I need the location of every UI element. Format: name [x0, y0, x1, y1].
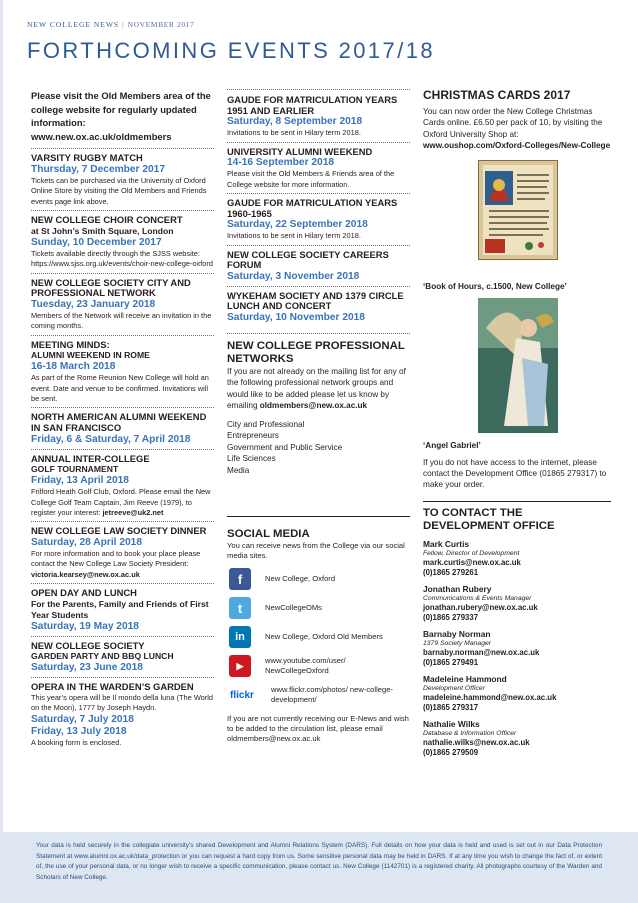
event-date: 16-18 March 2018 — [31, 361, 116, 373]
event-item — [227, 143, 410, 194]
event-date: Saturday, 23 June 2018 — [31, 662, 143, 674]
network-item: Media — [227, 465, 250, 475]
christmas-title: CHRISTMAS CARDS 2017 — [423, 88, 571, 102]
network-item: Entrepreneurs — [227, 431, 279, 441]
event-description: Members of the Network will receive an invitation in the coming months. — [31, 310, 212, 331]
social-item[interactable] — [227, 626, 410, 648]
event-date: Tuesday, 23 January 2018 — [31, 298, 156, 310]
social-body: You can receive news from the College via our social media sites. — [227, 541, 405, 561]
event-description: Invitations to be sent in Hilary term 2018. — [227, 231, 361, 241]
social-link-label[interactable]: NewCollegeOMs — [265, 603, 322, 613]
book-image-caption: ‘Book of Hours, c.1500, New College’ — [423, 281, 567, 291]
event-description: Frilford Heath Golf Club, Oxford. Please email the New College Golf Team Captain, Jim Reeve (1979), to register your interest: jetreeve@uk2.net — [31, 487, 211, 517]
network-item: Government and Public Service — [227, 442, 343, 452]
intro-text: Please visit the Old Members area of the college website for regularly updated information: www.new.ox.ac.uk/oldmembers — [31, 90, 211, 142]
professional-networks-section — [227, 340, 410, 476]
data-protection-footer: Your data is held securely in the collegiate university’s shared Development and Alumni Relations System (DARS). Full details on how your data is held and used is set out in our Data Protection Statement at www.alumni.ox.ac.uk/data_protection or you can request a hard copy from us. Some sensitive personal data may be held in DARS. If at any time you wish to change the fact of, or extent of, the use of your personal data, or no longer wish to receive a specific communication, please contact us. New College (1142701) is a registered charity. All photographs courtesy of the Warden and Scholars of New College. — [0, 832, 638, 903]
event-date: Saturday, 8 September 2018 — [227, 116, 363, 128]
event-description: Please visit the Old Members & Friends area of the College website for more information. — [227, 169, 395, 189]
contact-name: Madeleine Hammond — [423, 673, 507, 684]
info-column-right — [423, 89, 611, 758]
newsletter-header — [27, 20, 194, 29]
contact-phone: (0)1865 279337 — [423, 613, 479, 623]
contact-name: Nathalie Wilks — [423, 718, 480, 729]
contact-phone: (0)1865 279509 — [423, 748, 479, 758]
contact-person — [423, 674, 611, 713]
event-subtitle: at St John’s Smith Square, London — [31, 225, 174, 236]
events-column-middle — [227, 89, 410, 744]
event-title: GAUDE FOR MATRICULATION YEARS 1960-1965 — [227, 197, 398, 219]
event-title: NEW COLLEGE SOCIETY CAREERS FORUM — [227, 248, 389, 271]
event-title: NEW COLLEGE SOCIETY CITY AND PROFESSIONAL NETWORK — [31, 276, 191, 299]
social-media-section — [227, 528, 410, 744]
contact-person — [423, 629, 611, 668]
event-item — [31, 211, 214, 273]
event-date: Saturday, 10 November 2018 — [227, 311, 365, 323]
event-description: This year’s opera will be Il mondo della luna (The World on the Moon), 1777 by Joseph Haydn. — [31, 693, 213, 713]
social-title: SOCIAL MEDIA — [227, 528, 310, 541]
event-subtitle: ALUMNI WEEKEND IN ROME — [31, 350, 150, 361]
event-title: NEW COLLEGE CHOIR CONCERT — [31, 214, 183, 226]
contact-name: Jonathan Rubery — [423, 583, 492, 594]
event-date: Saturday, 19 May 2018 — [31, 620, 139, 632]
social-link-label[interactable]: www.flickr.com/photos/ new-college-development/ — [271, 685, 393, 705]
events-column-left — [31, 89, 214, 751]
christmas-note: If you do not have access to the internet, please contact the Development Office (01865 279317) to make your order. — [423, 457, 607, 490]
contact-email[interactable]: nathalie.wilks@new.ox.ac.uk — [423, 738, 530, 748]
divider — [227, 89, 410, 90]
event-date: Sunday, 10 December 2017 — [31, 236, 162, 248]
event-date: Saturday, 3 November 2018 — [227, 270, 360, 282]
contact-role: Communications & Events Manager — [423, 595, 532, 603]
contact-role: Database & Information Officer — [423, 730, 517, 738]
social-link-label[interactable]: New College, Oxford Old Members — [265, 632, 383, 642]
page-title: FORTHCOMING EVENTS 2017/18 — [27, 38, 435, 63]
social-link-label[interactable]: www.youtube.com/user/ NewCollegeOxford — [265, 656, 346, 676]
event-title: ANNUAL INTER-COLLEGE — [31, 452, 150, 464]
event-title: NEW COLLEGE SOCIETY — [31, 639, 145, 651]
event-subtitle: GARDEN PARTY AND BBQ LUNCH — [31, 651, 174, 662]
divider — [423, 501, 611, 502]
divider — [227, 516, 410, 517]
event-item — [31, 522, 214, 584]
social-footer-note: If you are not currently receiving our E-News and wish to be added to the circulation list, please email oldmembers@new.ox.ac.uk — [227, 714, 409, 744]
facebook-icon[interactable]: f — [229, 568, 251, 590]
event-item — [31, 678, 214, 751]
contact-email[interactable]: barnaby.norman@new.ox.ac.uk — [423, 648, 540, 658]
youtube-icon[interactable]: ▶ — [229, 655, 251, 677]
event-date: Saturday, 22 September 2018 — [227, 219, 368, 231]
event-title: UNIVERSITY ALUMNI WEEKEND — [227, 145, 373, 157]
contact-email[interactable]: mark.curtis@new.ox.ac.uk — [423, 558, 521, 568]
page-edge-band — [0, 0, 3, 903]
event-subtitle: For the Parents, Family and Friends of First Year Students — [31, 598, 209, 620]
event-item — [31, 408, 214, 449]
header-separator: | — [122, 20, 125, 29]
event-item — [227, 91, 410, 143]
event-description: As part of the Rome Reunion New College will hold an event. Date and venue to be confirmed. Invitations will be sent. — [31, 373, 209, 403]
event-item — [227, 287, 410, 327]
contact-email[interactable]: jonathan.rubery@new.ox.ac.uk — [423, 603, 538, 613]
contact-person — [423, 539, 611, 578]
event-date: 14-16 September 2018 — [227, 157, 335, 169]
networks-email[interactable]: oldmembers@new.ox.ac.uk — [259, 401, 368, 411]
contact-section — [423, 507, 611, 758]
contact-title: TO CONTACT THE DEVELOPMENT OFFICE — [423, 506, 555, 532]
event-note: A booking form is enclosed. — [31, 737, 122, 747]
contact-role: 1379 Society Manager — [423, 640, 492, 648]
event-title: MEETING MINDS: — [31, 338, 110, 350]
event-title: NEW COLLEGE LAW SOCIETY DINNER — [31, 525, 207, 537]
event-date: Friday, 13 April 2018 — [31, 475, 129, 487]
event-item — [31, 336, 214, 409]
event-contact-email[interactable]: jetreeve@uk2.net — [102, 508, 164, 517]
event-title: OPERA IN THE WARDEN’S GARDEN — [31, 681, 194, 693]
angel-gabriel-image — [478, 298, 558, 433]
networks-body: If you are not already on the mailing list for any of the following professional network groups and would like to be added please let us know by emailing oldmembers@new.ox.ac.uk — [227, 366, 406, 411]
social-item[interactable] — [227, 684, 410, 706]
christmas-body: You can now order the New College Christmas Cards online. £6.50 per pack of 10, by visiting the Oxford University Shop at: www.oushop.com/Oxford-Colleges/New-College — [423, 107, 611, 151]
event-title: GAUDE FOR MATRICULATION YEARS 1951 AND EARLIER — [227, 94, 398, 116]
contact-phone: (0)1865 279261 — [423, 568, 479, 578]
contact-phone: (0)1865 279491 — [423, 658, 479, 668]
event-item — [31, 450, 214, 523]
event-date: Saturday, 28 April 2018 — [31, 537, 142, 548]
event-contact-email[interactable]: victoria.kearsey@new.ox.ac.uk — [31, 569, 140, 579]
event-item — [31, 584, 214, 637]
social-item[interactable] — [227, 568, 410, 590]
event-item — [31, 274, 214, 336]
event-subtitle: GOLF TOURNAMENT — [31, 464, 119, 475]
twitter-icon[interactable]: t — [229, 597, 251, 619]
contact-name: Barnaby Norman — [423, 628, 491, 639]
publication-name: NEW COLLEGE NEWS — [27, 20, 120, 29]
linkedin-icon[interactable]: in — [229, 626, 251, 648]
event-date: Saturday, 7 July 2018 — [31, 713, 134, 725]
contact-name: Mark Curtis — [423, 538, 470, 549]
networks-title: NEW COLLEGE PROFESSIONAL NETWORKS — [227, 339, 405, 365]
event-item — [227, 246, 410, 287]
christmas-shop-link[interactable]: www.oushop.com/Oxford-Colleges/New-College — [423, 141, 611, 151]
contact-phone: (0)1865 279317 — [423, 703, 479, 713]
social-item[interactable] — [227, 655, 410, 677]
event-title: VARSITY RUGBY MATCH — [31, 152, 143, 164]
contact-role: Fellow, Director of Development — [423, 550, 520, 558]
event-description: Tickets available directly through the SJSS website: https://www.sjss.org.uk/events/choir-new-college-oxford — [31, 248, 213, 269]
event-description: Invitations to be sent in Hilary term 2018. — [227, 128, 361, 138]
event-description: Tickets can be purchased via the University of Oxford Online Store by visiting the Old Members and Friends events page link above. — [31, 175, 207, 206]
networks-list — [227, 419, 410, 477]
network-item: Life Sciences — [227, 454, 276, 464]
book-of-hours-image — [478, 160, 558, 260]
event-title: WYKEHAM SOCIETY AND 1379 CIRCLE LUNCH AND CONCERT — [227, 289, 404, 312]
divider — [227, 333, 410, 334]
event-date: Friday, 6 & Saturday, 7 April 2018 — [31, 433, 191, 445]
contact-email[interactable]: madeleine.hammond@new.ox.ac.uk — [423, 693, 557, 703]
contact-person — [423, 584, 611, 623]
event-item — [31, 149, 214, 211]
event-title: NORTH AMERICAN ALUMNI WEEKEND IN SAN FRANCISCO — [31, 411, 207, 433]
flickr-icon[interactable]: flickr — [230, 689, 254, 701]
contact-role: Development Officer — [423, 685, 485, 693]
network-item: City and Professional — [227, 419, 305, 429]
event-date: Thursday, 7 December 2017 — [31, 163, 166, 175]
social-link-label[interactable]: New College, Oxford — [265, 574, 336, 584]
event-item — [227, 194, 410, 246]
event-description: For more information and to book your place please contact the New College Law Society President: victoria.kearsey@new.ox.ac.uk — [31, 549, 201, 579]
social-item[interactable] — [227, 597, 410, 619]
event-item — [31, 637, 214, 679]
event-date: Friday, 13 July 2018 — [31, 725, 127, 737]
event-title: OPEN DAY AND LUNCH — [31, 587, 137, 599]
angel-image-caption: ‘Angel Gabriel’ — [423, 440, 481, 450]
issue-date: NOVEMBER 2017 — [127, 20, 195, 29]
contact-person — [423, 719, 611, 758]
